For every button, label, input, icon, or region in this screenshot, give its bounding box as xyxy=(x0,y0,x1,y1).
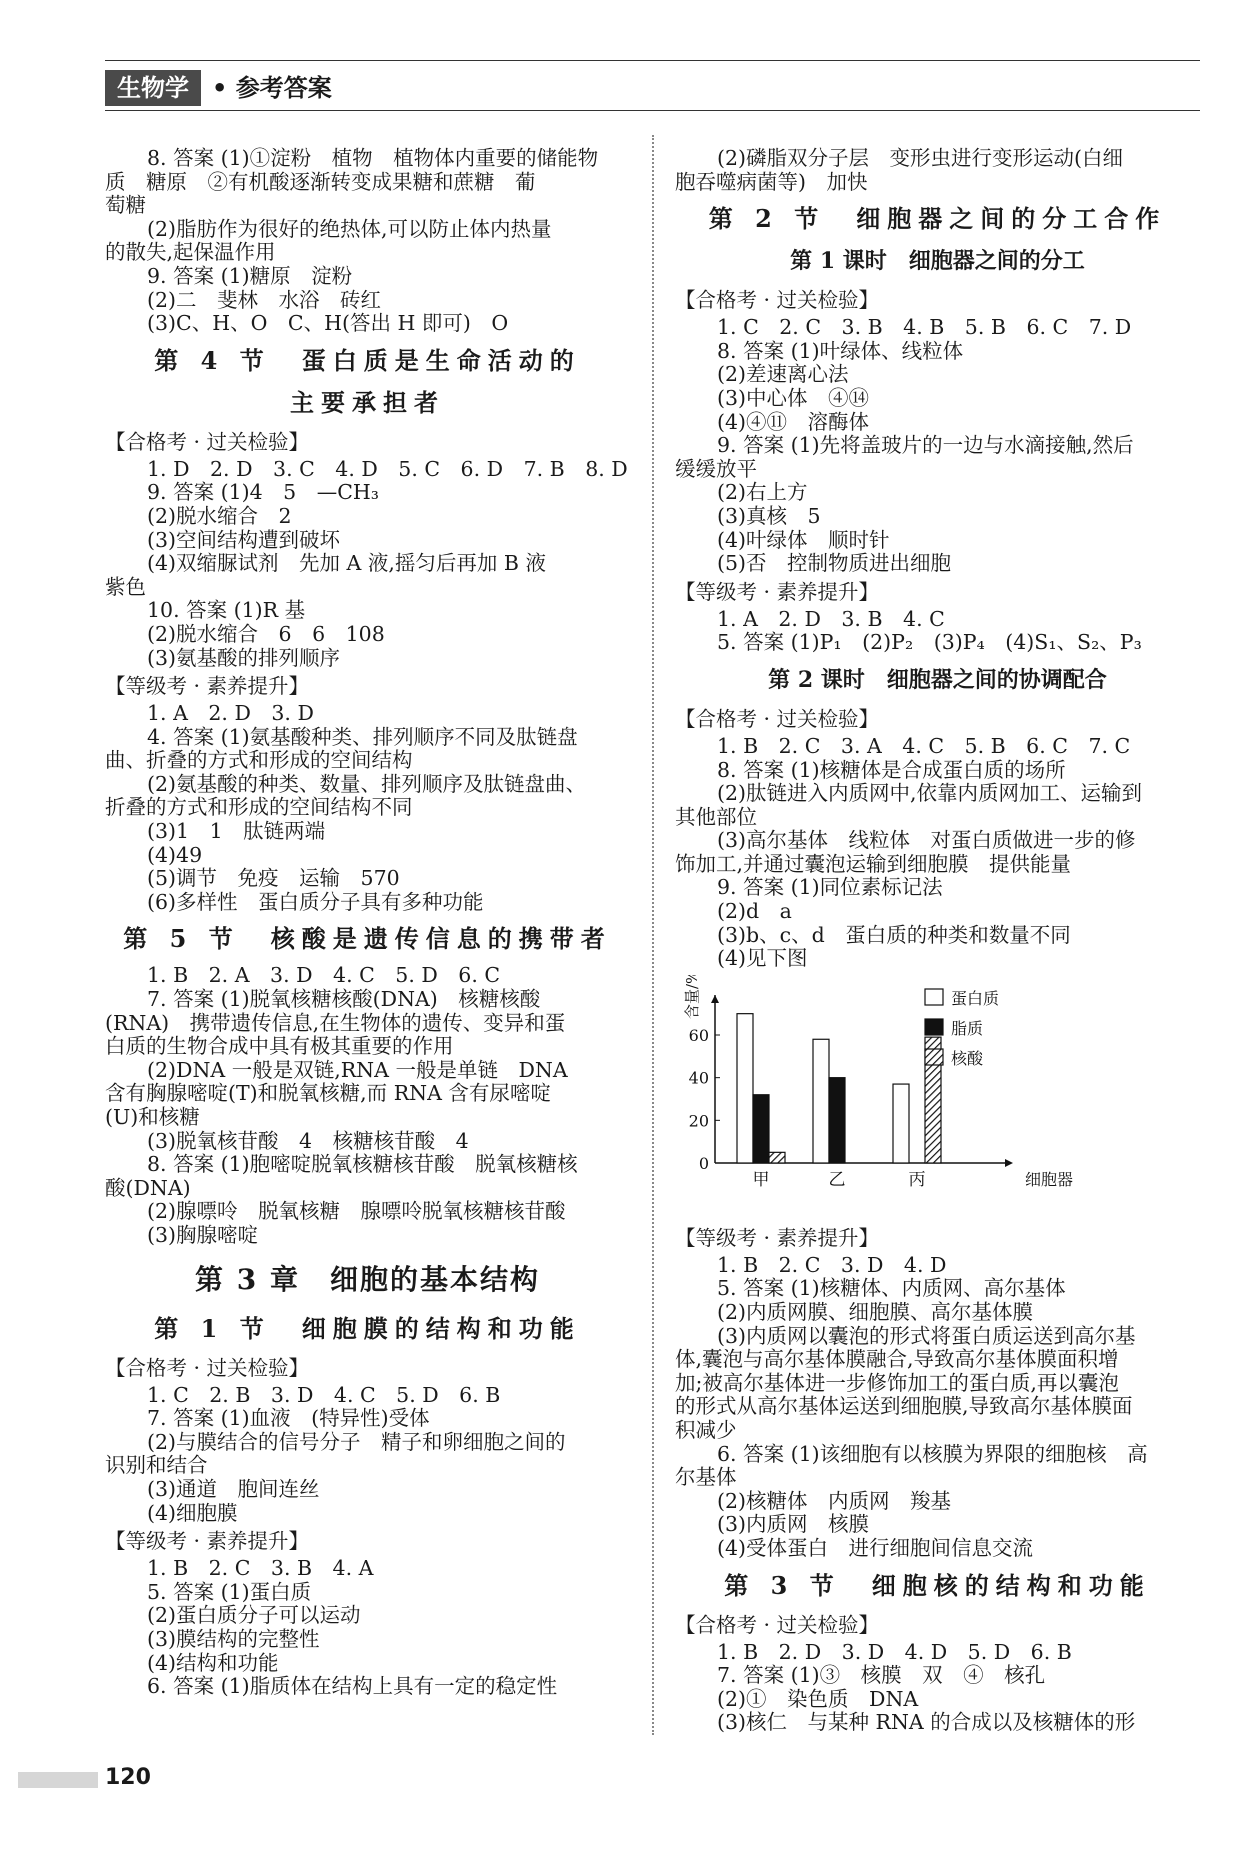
answer-line: 的形式从高尔基体运送到细胞膜,导致高尔基体膜面 xyxy=(675,1395,1133,1419)
answer-line: (3)脱氧核苷酸 4 核糖核苷酸 4 xyxy=(147,1129,469,1153)
answer-line: 1. A 2. D 3. B 4. C xyxy=(717,607,945,631)
left-column xyxy=(105,147,630,1699)
bar-脂质-乙 xyxy=(829,1078,845,1163)
answer-line: (4)细胞膜 xyxy=(147,1501,238,1525)
subsection-label: 【等级考 · 素养提升】 xyxy=(675,1225,880,1250)
answer-line: 的散失,起保温作用 xyxy=(105,241,276,265)
answer-line: (3)中心体 ④⑭ xyxy=(717,386,870,410)
answer-line: 含有胸腺嘧啶(T)和脱氧核糖,而 RNA 含有尿嘧啶 xyxy=(105,1082,551,1106)
answer-line: (3)高尔基体 线粒体 对蛋白质做进一步的修 xyxy=(717,829,1136,853)
section-title: 第 2 节 细胞器之间的分工合作 xyxy=(708,204,1167,234)
answer-line: 7. 答案 (1)脱氧核糖核酸(DNA) 核糖核酸 xyxy=(147,988,541,1012)
y-tick-label: 0 xyxy=(698,1153,709,1173)
bar-蛋白质-丙 xyxy=(893,1084,909,1163)
answer-line: 质 糖原 ②有机酸逐渐转变成果糖和蔗糖 葡 xyxy=(105,170,536,194)
answer-line: (4)受体蛋白 进行细胞间信息交流 xyxy=(717,1536,1034,1560)
answer-line: (4)结构和功能 xyxy=(147,1651,279,1675)
answer-line: (2)差速离心法 xyxy=(717,363,849,387)
section-title: 第 4 节 蛋白质是生命活动的 xyxy=(154,345,581,375)
answer-line: 9. 答案 (1)4 5 —CH₃ xyxy=(147,481,379,505)
answer-line: 识别和结合 xyxy=(105,1454,208,1478)
answer-line: 1. B 2. C 3. B 4. A xyxy=(147,1557,374,1581)
answer-line: 曲、折叠的方式和形成的空间结构 xyxy=(105,749,413,773)
answer-line: (2)DNA 一般是双链,RNA 一般是单链 DNA xyxy=(147,1058,568,1082)
answer-line: 加;被高尔基体进一步修饰加工的蛋白质,再以囊泡 xyxy=(675,1371,1119,1395)
answer-line: 萄糖 xyxy=(105,194,146,218)
lesson-title: 第 1 课时 细胞器之间的分工 xyxy=(790,248,1085,275)
subsection-label: 【等级考 · 素养提升】 xyxy=(675,579,880,604)
bar-chart xyxy=(675,975,1200,1220)
answer-line: 酸(DNA) xyxy=(105,1176,191,1200)
answer-line: (2)与膜结合的信号分子 精子和卵细胞之间的 xyxy=(147,1430,566,1454)
answer-line: 1. A 2. D 3. D xyxy=(147,702,314,726)
bar-蛋白质-乙 xyxy=(813,1039,829,1163)
y-axis-label: 含量/% xyxy=(683,974,701,1019)
answer-line: 7. 答案 (1)血液 (特异性)受体 xyxy=(147,1407,430,1431)
subsection-label: 【合格考 · 过关检验】 xyxy=(675,1612,880,1637)
legend-swatch-核酸 xyxy=(925,1049,943,1065)
answer-line: 积减少 xyxy=(675,1419,737,1442)
x-tick-label: 丙 xyxy=(908,1169,926,1190)
answer-line: 5. 答案 (1)P₁ (2)P₂ (3)P₄ (4)S₁、S₂、P₃ xyxy=(717,631,1142,655)
section-title: 第 1 节 细胞膜的结构和功能 xyxy=(154,1313,581,1343)
answer-line: (3)真核 5 xyxy=(717,504,821,528)
answer-line: (2)内质网膜、细胞膜、高尔基体膜 xyxy=(717,1301,1034,1325)
answer-line: 8. 答案 (1)叶绿体、线粒体 xyxy=(717,339,964,363)
answer-line: 胞吞噬病菌等) 加快 xyxy=(675,170,868,194)
answer-line: 缓缓放平 xyxy=(675,457,757,481)
answer-line: 尔基体 xyxy=(675,1466,737,1490)
y-tick-label: 60 xyxy=(688,1025,709,1045)
chapter-title: 第 3 章 细胞的基本结构 xyxy=(195,1262,540,1296)
answer-line: (4)见下图 xyxy=(717,947,808,971)
answer-line: 1. B 2. D 3. D 4. D 5. D 6. B xyxy=(717,1640,1072,1664)
section-title: 第 3 节 细胞核的结构和功能 xyxy=(724,1570,1151,1600)
answer-line: (3)膜结构的完整性 xyxy=(147,1627,320,1651)
bar-蛋白质-甲 xyxy=(737,1014,753,1163)
answer-line: 1. B 2. C 3. A 4. C 5. B 6. C 7. C xyxy=(717,734,1131,758)
subsection-label: 【合格考 · 过关检验】 xyxy=(105,1355,310,1380)
x-axis-arrow xyxy=(1005,1159,1013,1167)
answer-line: (3)内质网以囊泡的形式将蛋白质运送到高尔基 xyxy=(717,1324,1136,1348)
answer-line: (2)脂肪作为很好的绝热体,可以防止体内热量 xyxy=(147,217,552,241)
answer-line: 9. 答案 (1)同位素标记法 xyxy=(717,876,943,900)
answer-line: (3)C、H、O C、H(答出 H 即可) O xyxy=(147,312,509,336)
x-axis-label: 细胞器 xyxy=(1025,1169,1074,1189)
answer-line: (5)否 控制物质进出细胞 xyxy=(717,552,952,576)
subsection-label: 【等级考 · 素养提升】 xyxy=(105,674,310,699)
y-tick-label: 40 xyxy=(688,1068,709,1088)
answer-line: 5. 答案 (1)蛋白质 xyxy=(147,1580,312,1604)
answer-line: (6)多样性 蛋白质分子具有多种功能 xyxy=(147,890,484,914)
answer-line: 白质的生物合成中具有极其重要的作用 xyxy=(105,1035,454,1059)
subsection-label: 【合格考 · 过关检验】 xyxy=(675,288,880,313)
answer-line: (2)蛋白质分子可以运动 xyxy=(147,1604,361,1628)
answer-line: 10. 答案 (1)R 基 xyxy=(147,599,306,623)
legend-swatch-脂质 xyxy=(925,1019,943,1035)
answer-line: (4)双缩脲试剂 先加 A 液,摇匀后再加 B 液 xyxy=(147,552,546,576)
answer-line: (3)氨基酸的排列顺序 xyxy=(147,646,341,670)
answer-line: (5)调节 免疫 运输 570 xyxy=(147,867,400,891)
answer-line: 1. C 2. C 3. B 4. B 5. B 6. C 7. D xyxy=(717,316,1132,340)
answer-line: 5. 答案 (1)核糖体、内质网、高尔基体 xyxy=(717,1277,1066,1301)
answer-line: 1. B 2. A 3. D 4. C 5. D 6. C xyxy=(147,964,501,988)
answer-line: 8. 答案 (1)①淀粉 植物 植物体内重要的储能物 xyxy=(147,147,599,170)
answer-line: 6. 答案 (1)该细胞有以核膜为界限的细胞核 高 xyxy=(717,1442,1148,1466)
answer-line: 8. 答案 (1)胞嘧啶脱氧核糖核苷酸 脱氧核糖核 xyxy=(147,1153,578,1177)
answer-line: 饰加工,并通过囊泡运输到细胞膜 提供能量 xyxy=(675,852,1072,876)
answer-line: (2)d a xyxy=(717,900,792,924)
answer-line: (2)脱水缩合 2 xyxy=(147,504,292,528)
right-column xyxy=(675,147,1200,1735)
answer-line: (2)脱水缩合 6 6 108 xyxy=(147,622,385,646)
answer-line: 9. 答案 (1)糖原 淀粉 xyxy=(147,264,353,288)
answer-line: 1. D 2. D 3. C 4. D 5. C 6. D 7. B 8. D xyxy=(147,457,628,481)
column-divider xyxy=(652,135,654,1735)
answer-line: (3)胸腺嘧啶 xyxy=(147,1223,259,1247)
header-title: • 参考答案 xyxy=(212,74,332,102)
answer-line: (3)内质网 核膜 xyxy=(717,1513,870,1537)
chart-svg xyxy=(675,975,1195,1220)
answer-line: (2)① 染色质 DNA xyxy=(717,1687,919,1711)
answer-line: (U)和核糖 xyxy=(105,1106,200,1129)
legend-label: 核酸 xyxy=(951,1048,984,1068)
answer-line: 8. 答案 (1)核糖体是合成蛋白质的场所 xyxy=(717,758,1066,782)
header-top-rule xyxy=(105,60,1200,61)
answer-line: 紫色 xyxy=(105,575,146,599)
bar-核酸-甲 xyxy=(769,1152,785,1163)
legend-label: 蛋白质 xyxy=(951,988,1000,1008)
answer-line: (2)氨基酸的种类、数量、排列顺序及肽链盘曲、 xyxy=(147,772,587,796)
answer-line: (4)叶绿体 顺时针 xyxy=(717,528,890,552)
answer-line: 1. C 2. B 3. D 4. C 5. D 6. B xyxy=(147,1383,501,1407)
answer-line: (3)空间结构遭到破坏 xyxy=(147,528,341,552)
y-tick-label: 20 xyxy=(688,1111,709,1131)
answer-line: (3)核仁 与某种 RNA 的合成以及核糖体的形 xyxy=(717,1711,1136,1735)
section-title: 第 5 节 核酸是遗传信息的携带者 xyxy=(123,924,612,954)
answer-line: (4)49 xyxy=(147,843,203,867)
lesson-title: 第 2 课时 细胞器之间的协调配合 xyxy=(768,666,1107,693)
bar-脂质-甲 xyxy=(753,1095,769,1163)
subsection-label: 【等级考 · 素养提升】 xyxy=(105,1529,310,1554)
answer-line: (2)右上方 xyxy=(717,481,808,505)
section-title: 主要承担者 xyxy=(290,387,445,417)
answer-line: 4. 答案 (1)氨基酸种类、排列顺序不同及肽链盘 xyxy=(147,725,578,749)
answer-line: (3)通道 胞间连丝 xyxy=(147,1477,320,1501)
page-number: 120 xyxy=(105,1765,151,1790)
subject-label: 生物学 xyxy=(105,70,201,106)
legend-swatch-蛋白质 xyxy=(925,989,943,1005)
answer-line: 其他部位 xyxy=(675,805,757,829)
page-tab xyxy=(18,1772,98,1788)
x-tick-label: 乙 xyxy=(828,1169,846,1190)
answer-line: 1. B 2. C 3. D 4. D xyxy=(717,1253,947,1277)
answer-line: 体,囊泡与高尔基体膜融合,导致高尔基体膜面积增 xyxy=(675,1348,1119,1372)
answer-line: 折叠的方式和形成的空间结构不同 xyxy=(105,796,413,820)
answer-line: (2)二 斐林 水浴 砖红 xyxy=(147,288,382,312)
answer-line: (2)肽链进入内质网中,依靠内质网加工、运输到 xyxy=(717,782,1143,806)
subsection-label: 【合格考 · 过关检验】 xyxy=(675,706,880,731)
answer-line: 7. 答案 (1)③ 核膜 双 ④ 核孔 xyxy=(717,1664,1046,1688)
answer-line: (2)磷脂双分子层 变形虫进行变形运动(白细 xyxy=(717,147,1124,170)
answer-line: (3)b、c、d 蛋白质的种类和数量不同 xyxy=(717,923,1071,947)
answer-line: (3)1 1 肽链两端 xyxy=(147,820,326,844)
x-tick-label: 甲 xyxy=(752,1169,770,1190)
answer-line: 9. 答案 (1)先将盖玻片的一边与水滴接触,然后 xyxy=(717,434,1134,458)
header-bottom-rule xyxy=(105,110,1200,111)
answer-line: 6. 答案 (1)脂质体在结构上具有一定的稳定性 xyxy=(147,1675,558,1699)
legend-label: 脂质 xyxy=(951,1018,984,1038)
answer-line: (2)核糖体 内质网 羧基 xyxy=(717,1489,952,1513)
y-axis-arrow xyxy=(711,995,719,1003)
answer-line: (RNA) 携带遗传信息,在生物体的遗传、变异和蛋 xyxy=(105,1011,566,1035)
answer-line: (4)④⑪ 溶酶体 xyxy=(717,410,870,434)
subsection-label: 【合格考 · 过关检验】 xyxy=(105,429,310,454)
answer-line: (2)腺嘌呤 脱氧核糖 腺嘌呤脱氧核糖核苷酸 xyxy=(147,1200,566,1224)
